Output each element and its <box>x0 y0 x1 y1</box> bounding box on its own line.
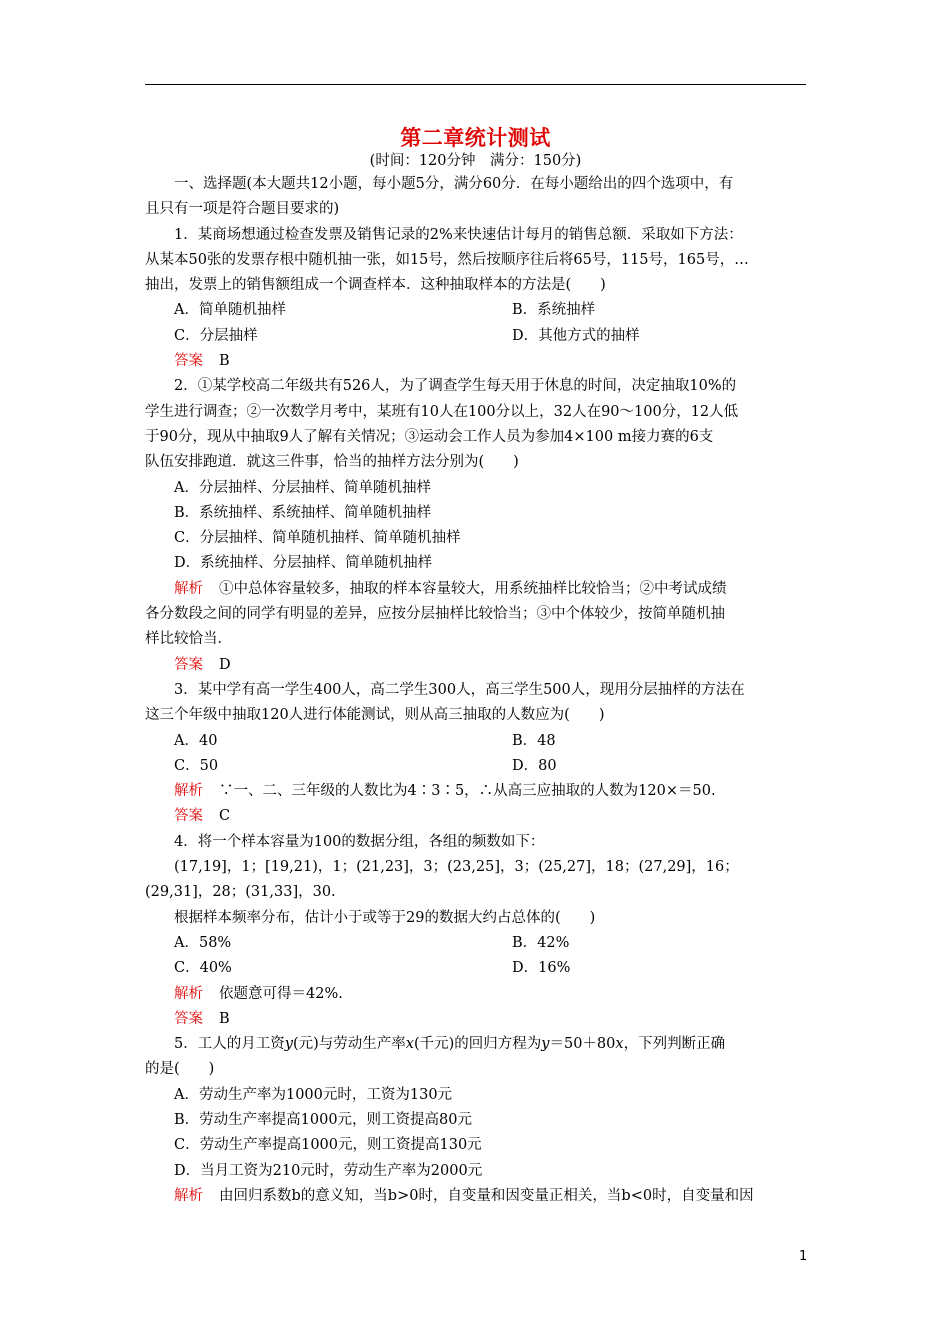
q1-options-row <box>145 324 806 349</box>
section-heading: 一、选择题(本大题共12小题，每小题5分，满分60分．在每小题给出的四个选项中，有 <box>174 176 734 192</box>
q4-stem: 根据样本频率分布，估计小于或等于29的数据大约占总体的( ) <box>174 909 596 926</box>
header-rule <box>145 84 806 85</box>
q4-stem: 4．将一个样本容量为100的数据分组，各组的频数如下： <box>174 833 545 850</box>
q4-answer <box>145 1007 806 1032</box>
q1-stem: 从某本50张的发票存根中随机抽一张，如15号，然后按顺序往后将65号，115号，165号，… <box>145 251 749 268</box>
q5-text: (元)与劳动生产率 <box>292 1036 406 1053</box>
q2-stem: 队伍安排跑道．就这三件事，恰当的抽样方法分别为( ) <box>145 454 519 471</box>
q3-options-row <box>145 729 806 754</box>
answer-value: D <box>219 656 231 673</box>
q1-stem: 抽出，发票上的销售额组成一个调查样本．这种抽取样本的方法是( ) <box>145 277 606 294</box>
q1-option-b: B．系统抽样 <box>512 302 596 319</box>
page-subtitle: (时间：120分钟 满分：150分) <box>369 153 582 169</box>
q3-stem: 这三个年级中抽取120人进行体能测试，则从高三抽取的人数应为( ) <box>145 707 605 724</box>
section-heading-cont: 且只有一项是符合题目要求的) <box>145 201 340 218</box>
q3-answer <box>145 804 806 829</box>
answer-value: B <box>219 1010 230 1027</box>
q2-explanation-cont: 样比较恰当． <box>145 631 232 648</box>
eq-x: x <box>615 1036 624 1053</box>
q5-stem: 的是( ) <box>145 1061 215 1078</box>
q1-stem: 1．某商场想通过检查发票及销售记录的2%来快速估计每月的销售总额．采取如下方法： <box>174 226 743 243</box>
answer-label: 答案 <box>174 808 203 825</box>
q5-text: ，下列判断正确 <box>623 1036 726 1053</box>
explanation-label: 解析 <box>174 580 203 597</box>
q2-option-d: D．系统抽样、分层抽样、简单随机抽样 <box>174 555 433 572</box>
explanation-text: 依题意可得＝42%. <box>219 985 343 1002</box>
eq-y: y <box>541 1036 550 1053</box>
q3-options-row <box>145 754 806 779</box>
q5-option-c: C．劳动生产率提高1000元，则工资提高130元 <box>174 1137 482 1154</box>
answer-label: 答案 <box>174 353 203 370</box>
q3-option-a: A．40 <box>174 732 218 749</box>
q3-explanation <box>145 779 806 804</box>
q4-option-b: B．42% <box>512 934 570 951</box>
q2-option-a: A．分层抽样、分层抽样、简单随机抽样 <box>174 479 431 496</box>
q4-option-a: A．58% <box>174 934 232 951</box>
q5-option-b: B．劳动生产率提高1000元，则工资提高80元 <box>174 1111 473 1128</box>
answer-label: 答案 <box>174 656 203 673</box>
q3-stem: 3．某中学有高一学生400人，高二学生300人，高三学生500人，现用分层抽样的方法在 <box>174 681 745 698</box>
answer-value: C <box>219 808 231 825</box>
q3-option-b: B．48 <box>512 732 556 749</box>
eq-mid: ＝50＋80 <box>549 1036 616 1053</box>
q1-option-c: C．分层抽样 <box>174 327 258 344</box>
q5-text: (千元)的回归方程为 <box>413 1036 542 1053</box>
q2-answer <box>145 653 806 678</box>
explanation-text: ∵一、二、三年级的人数比为4∶3∶5，∴从高三应抽取的人数为120×＝50. <box>219 783 716 800</box>
q2-explanation <box>145 577 806 602</box>
var-y: y <box>284 1036 293 1053</box>
answer-label: 答案 <box>174 1010 203 1027</box>
explanation-label: 解析 <box>174 783 203 800</box>
var-x: x <box>405 1036 414 1053</box>
page-title: 第二章统计测试 <box>400 125 551 150</box>
q2-option-c: C．分层抽样、简单随机抽样、简单随机抽样 <box>174 530 461 547</box>
q5-stem <box>145 1032 806 1057</box>
q4-groups: (17,19]，1；[19,21)，1；(21,23]，3；(23,25]，3；(25,27]，18；(27,29]，16； <box>174 859 739 876</box>
q5-text: 5．工人的月工资 <box>174 1036 285 1053</box>
q4-options-row <box>145 931 806 956</box>
page-number: 1 <box>799 1249 808 1264</box>
q3-option-d: D．80 <box>512 757 557 774</box>
q1-option-d: D．其他方式的抽样 <box>512 327 640 344</box>
explanation-label: 解析 <box>174 985 203 1002</box>
q4-option-d: D．16% <box>512 960 571 977</box>
q5-option-d: D．当月工资为210元时，劳动生产率为2000元 <box>174 1162 483 1179</box>
document-body <box>145 172 806 1209</box>
answer-value: B <box>219 353 230 370</box>
q4-groups: (29,31]，28；(31,33]，30. <box>145 884 336 901</box>
q2-stem: 于90分，现从中抽取9人了解有关情况；③运动会工作人员为参加4×100 m接力赛的6支 <box>145 428 714 445</box>
q2-explanation-cont: 各分数段之间的同学有明显的差异，应按分层抽样比较恰当；③中个体较少，按简单随机抽 <box>145 606 725 623</box>
q2-stem: 学生进行调查；②一次数学月考中，某班有10人在100分以上，32人在90～100分，12人低 <box>145 403 739 420</box>
q1-answer <box>145 349 806 374</box>
q1-option-a: A．简单随机抽样 <box>174 302 286 319</box>
q4-explanation <box>145 982 806 1007</box>
explanation-label: 解析 <box>174 1187 203 1204</box>
q2-stem: 2．①某学校高二年级共有526人，为了调查学生每天用于休息的时间，决定抽取10%的 <box>174 378 737 395</box>
explanation-text: ①中总体容量较多，抽取的样本容量较大，用系统抽样比较恰当；②中考试成绩 <box>219 580 727 597</box>
q3-option-c: C．50 <box>174 757 219 774</box>
q5-explanation <box>145 1184 806 1209</box>
q2-option-b: B．系统抽样、系统抽样、简单随机抽样 <box>174 504 432 521</box>
q4-option-c: C．40% <box>174 960 232 977</box>
q5-option-a: A．劳动生产率为1000元时，工资为130元 <box>174 1086 453 1103</box>
q4-options-row <box>145 956 806 981</box>
explanation-text: 由回归系数b的意义知，当b>0时，自变量和因变量正相关，当b<0时，自变量和因 <box>219 1187 754 1204</box>
q1-options-row <box>145 298 806 323</box>
